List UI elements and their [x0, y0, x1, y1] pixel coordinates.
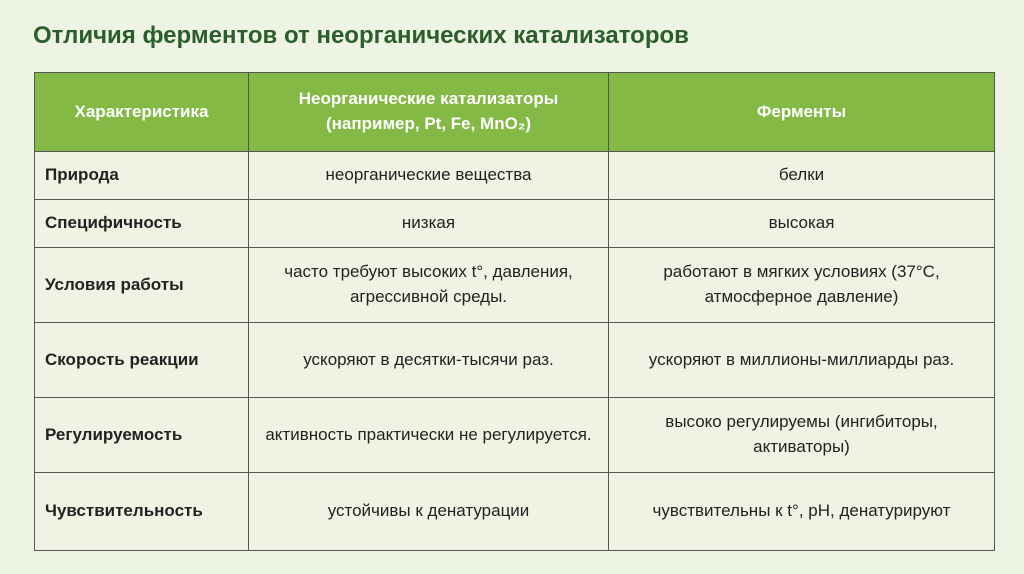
enzyme-cell: работают в мягких условиях (37°C, атмосферное давление)	[609, 248, 995, 323]
row-label: Чувствительность	[35, 473, 249, 551]
header-enzymes: Ферменты	[609, 73, 995, 152]
table-row	[35, 248, 995, 323]
inorganic-cell: ускоряют в десятки-тысячи раз.	[249, 323, 609, 398]
row-label: Природа	[35, 152, 249, 200]
table-header-row	[35, 73, 995, 152]
enzyme-cell: высоко регулируемы (ингибиторы, активаторы)	[609, 398, 995, 473]
table-row	[35, 200, 995, 248]
header-characteristic: Характеристика	[35, 73, 249, 152]
enzyme-cell: белки	[609, 152, 995, 200]
enzyme-cell: ускоряют в миллионы-миллиарды раз.	[609, 323, 995, 398]
enzyme-cell: чувствительны к t°, pH, денатурируют	[609, 473, 995, 551]
comparison-table	[34, 72, 995, 551]
inorganic-cell: неорганические вещества	[249, 152, 609, 200]
table-row	[35, 398, 995, 473]
header-inorganic-catalysts: Неорганические катализаторы (например, Pt, Fe, MnO₂)	[249, 73, 609, 152]
slide-title: Отличия ферментов от неорганических катализаторов	[33, 22, 689, 49]
row-label: Условия работы	[35, 248, 249, 323]
row-label: Регулируемость	[35, 398, 249, 473]
row-label: Скорость реакции	[35, 323, 249, 398]
inorganic-cell: часто требуют высоких t°, давления, агрессивной среды.	[249, 248, 609, 323]
table-row	[35, 152, 995, 200]
inorganic-cell: низкая	[249, 200, 609, 248]
inorganic-cell: активность практически не регулируется.	[249, 398, 609, 473]
table-row	[35, 473, 995, 551]
table-row	[35, 323, 995, 398]
row-label: Специфичность	[35, 200, 249, 248]
inorganic-cell: устойчивы к денатурации	[249, 473, 609, 551]
enzyme-cell: высокая	[609, 200, 995, 248]
